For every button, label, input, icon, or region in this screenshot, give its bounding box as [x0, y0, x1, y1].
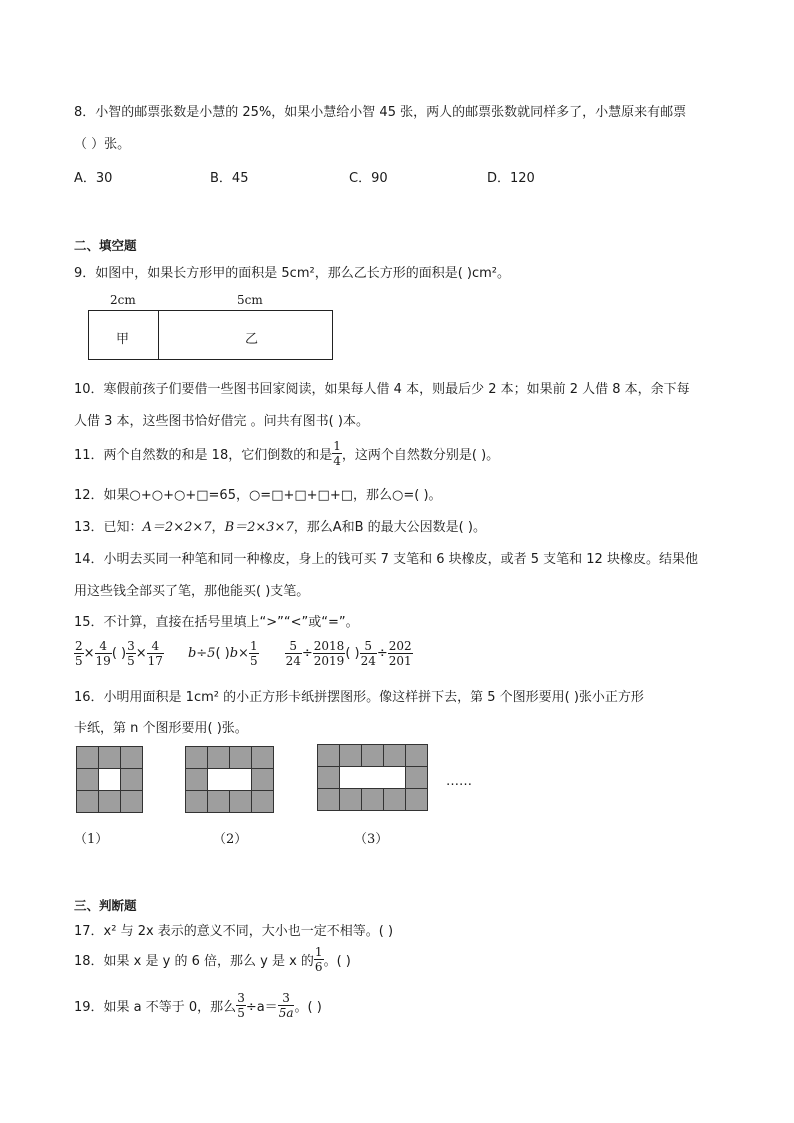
- q11: [74, 440, 499, 467]
- q15-e2-frac2: $\frac{4}{17}$: [147, 639, 163, 668]
- q9-text: 9．如图中，如果长方形甲的面积是 5cm²，那么乙长方形的面积是( )cm²。: [74, 266, 510, 281]
- q19-fraction-2: $\frac{3}{5a}$: [278, 991, 294, 1020]
- q16-line2: 卡纸，第 n 个图形要用( )张。: [74, 721, 248, 736]
- q19: [74, 992, 322, 1019]
- q15-e1-frac1: $\frac{2}{5}$: [75, 639, 83, 668]
- q8-option-a: A．30: [74, 171, 113, 186]
- section-title-judge: 三、判断题: [74, 898, 137, 913]
- q15-blank-3[interactable]: ( ): [345, 646, 360, 661]
- q14-line1: 14．小明去买同一种笔和同一种橡皮，身上的钱可买 7 支笔和 6 块橡皮，或者 5 支笔和 12 块橡皮。结果他: [74, 552, 698, 567]
- q15-e4-frac2: $\frac{2018}{2019}$: [313, 639, 345, 668]
- q18-fraction: $\frac{1}{6}$: [314, 945, 323, 974]
- q16-figure-label-1: （1）: [74, 832, 109, 847]
- q16-figure-label-3: （3）: [354, 832, 389, 847]
- q13-sep: ，: [211, 520, 225, 535]
- q18: [74, 946, 351, 973]
- q15-blank-1[interactable]: ( ): [111, 646, 127, 661]
- section-title-fill-blank: 二、填空题: [74, 238, 137, 253]
- q9-box-jia: 甲: [116, 332, 130, 347]
- q19-fraction-1: $\frac{3}{5}$: [237, 991, 245, 1020]
- q8-option-b: B．45: [210, 171, 249, 186]
- q19-mid: ÷a＝: [245, 1000, 278, 1015]
- q15-e5-frac1: $\frac{5}{24}$: [360, 639, 376, 668]
- q19-post: 。( ): [294, 1000, 322, 1015]
- q16-line1: 16．小明用面积是 1cm² 的小正方形卡纸拼摆图形。像这样拼下去，第 5 个图形要用( )张小正方形: [74, 690, 644, 705]
- q15-e3-left: b÷5: [187, 646, 216, 661]
- q15-e2-op: ×: [135, 646, 147, 661]
- q15-e1-frac2: $\frac{4}{19}$: [95, 639, 111, 668]
- q9-divider: [158, 311, 159, 359]
- q14-line2: 用这些钱全部买了笔，那他能买( )支笔。: [74, 584, 310, 599]
- q13-eq-b: B＝2×3×7: [224, 520, 294, 535]
- q16-figure-2: [185, 746, 274, 813]
- q9-label-left: 2cm: [110, 293, 136, 307]
- q13-eq-a: A＝2×2×7: [142, 520, 212, 535]
- q10-line2: 人借 3 本，这些图书恰好借完 。问共有图书( )本。: [74, 414, 369, 429]
- q16-ellipsis: ……: [446, 774, 472, 789]
- q8-option-d: D．120: [487, 171, 535, 186]
- q8-option-c: C．90: [349, 171, 388, 186]
- q11-pre: 11．两个自然数的和是 18，它们倒数的和是: [74, 448, 333, 463]
- q16-figure-label-2: （2）: [213, 832, 248, 847]
- q11-fraction: $\frac{1}{4}$: [333, 439, 341, 468]
- q15-expressions: [74, 640, 413, 667]
- q15-e1-op: ×: [83, 646, 95, 661]
- q16-figure-3: [317, 744, 428, 811]
- q9-rectangle-diagram: [88, 310, 333, 360]
- q12-text: 12．如果○+○+○+□=65，○=□+□+□+□，那么○=( )。: [74, 488, 442, 503]
- q15-e5-frac2: $\frac{202}{201}$: [388, 639, 412, 668]
- q15-e4-op: ÷: [301, 646, 313, 661]
- q17-text: 17．x² 与 2x 表示的意义不同，大小也一定不相等。( ): [74, 924, 394, 939]
- q13: [74, 516, 486, 535]
- q15-blank-2[interactable]: ( ): [215, 646, 230, 661]
- q18-pre: 18．如果 x 是 y 的 6 倍，那么 y 是 x 的: [74, 954, 314, 969]
- q11-post: ，这两个自然数分别是( )。: [341, 448, 500, 463]
- q13-post: ，那么A和B 的最大公因数是( )。: [293, 520, 486, 535]
- q13-pre: 13．已知：: [74, 520, 143, 535]
- q15-e5-op: ÷: [376, 646, 388, 661]
- q15-e2-frac1: $\frac{3}{5}$: [127, 639, 135, 668]
- q9-box-yi: 乙: [245, 332, 259, 347]
- q15-text: 15．不计算，直接在括号里填上“>”“<”或“=”。: [74, 615, 359, 630]
- q18-post: 。( ): [323, 954, 351, 969]
- q15-e3-pre: b×: [229, 646, 249, 661]
- q8-line2: （ ）张。: [74, 137, 131, 152]
- q15-e4-frac1: $\frac{5}{24}$: [285, 639, 301, 668]
- q15-e3-frac: $\frac{1}{5}$: [249, 639, 258, 668]
- q10-line1: 10．寒假前孩子们要借一些图书回家阅读，如果每人借 4 本，则最后少 2 本；如果前 2 人借 8 本，余下每: [74, 382, 690, 397]
- q16-figure-1: [76, 746, 143, 813]
- q19-pre: 19．如果 a 不等于 0，那么: [74, 1000, 237, 1015]
- q9-label-right: 5cm: [237, 293, 263, 307]
- q8-line1: 8．小智的邮票张数是小慧的 25%，如果小慧给小智 45 张，两人的邮票张数就同样多了，小慧原来有邮票: [74, 105, 687, 120]
